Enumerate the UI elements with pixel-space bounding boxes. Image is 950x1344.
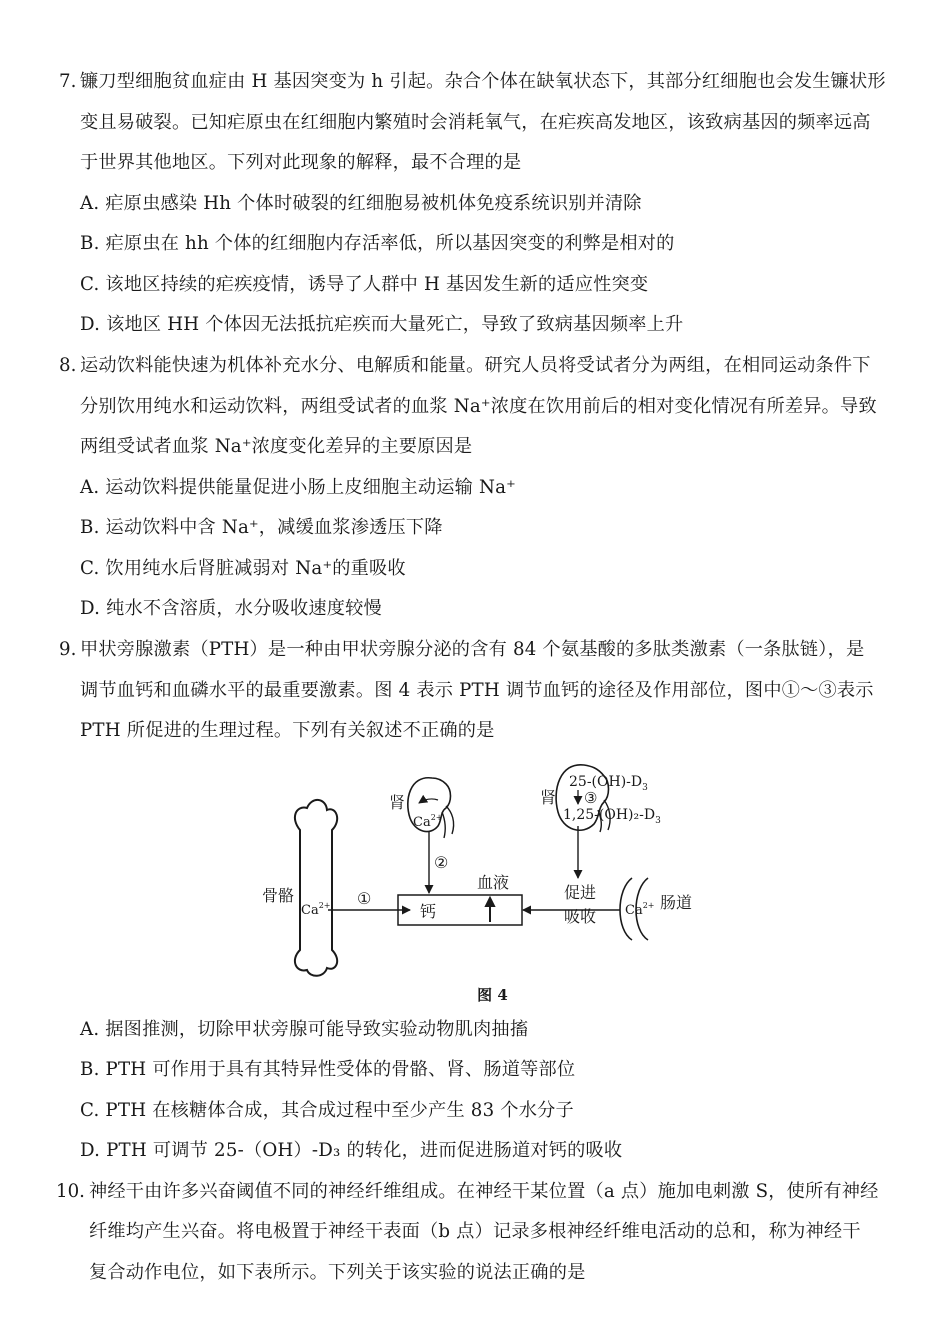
option-c: C. 饮用纯水后肾脏减弱对 Na⁺的重吸收 [80, 558, 406, 579]
vitd-top-label: $25-(OH)-D_3$ [569, 774, 648, 793]
ca-label-bone: $Ca^{2+}$ [301, 901, 331, 918]
option-a: A. 运动饮料提供能量促进小肠上皮细胞主动运输 Na⁺ [80, 477, 516, 498]
question-stem-line: 运动饮料能快速为机体补充水分、电解质和能量。研究人员将受试者分为两组，在相同运动条件下 [80, 355, 871, 376]
option-a: A. 据图推测，切除甲状旁腺可能导致实验动物肌肉抽搐 [80, 1019, 529, 1040]
absorb-label: 吸收 [564, 907, 597, 926]
step2-label: ② [434, 853, 449, 872]
vitd-bottom-label: $1,25-(OH)_2-D_3$ [563, 807, 661, 826]
option-c: C. 该地区持续的疟疾疫情，诱导了人群中 H 基因发生新的适应性突变 [80, 274, 649, 295]
question-stem-line: PTH 所促进的生理过程。下列有关叙述不正确的是 [80, 720, 495, 741]
question-stem-line: 复合动作电位，如下表所示。下列关于该实验的说法正确的是 [89, 1262, 586, 1283]
option-a: A. 疟原虫感染 Hh 个体时破裂的红细胞易被机体免疫系统识别并清除 [80, 193, 642, 214]
kidney-right-label: 肾 [540, 788, 557, 807]
question-number: 10. [56, 1181, 85, 1202]
bone-shape [295, 800, 337, 976]
figure-caption: 图 4 [477, 986, 508, 1004]
question-stem-line: 甲状旁腺激素（PTH）是一种由甲状旁腺分泌的含有 84 个氨基酸的多肽类激素（一条肽链），是 [80, 639, 865, 660]
option-b: B. 运动饮料中含 Na⁺，减缓血浆渗透压下降 [80, 517, 443, 538]
question-stem-line: 两组受试者血浆 Na⁺浓度变化差异的主要原因是 [80, 436, 473, 457]
kidney-left-label: 肾 [389, 793, 406, 812]
option-c: C. PTH 在核糖体合成，其合成过程中至少产生 83 个水分子 [80, 1100, 574, 1121]
question-stem-line: 镰刀型细胞贫血症由 H 基因突变为 h 引起。杂合个体在缺氧状态下，其部分红细胞也会发生镰状形 [80, 71, 886, 92]
option-b: B. PTH 可作用于具有其特异性受体的骨骼、肾、肠道等部位 [80, 1059, 576, 1080]
step3-label: ③ [584, 789, 598, 807]
question-number: 9. [59, 639, 77, 660]
ca-label-intestine: $Ca^{2+}$ [625, 901, 655, 918]
step1-label: ① [357, 889, 372, 908]
option-d: D. 纯水不含溶质，水分吸收速度较慢 [80, 598, 382, 619]
intestine-label: 肠道 [660, 893, 693, 912]
blood-box [398, 895, 522, 925]
question-stem-line: 纤维均产生兴奋。将电极置于神经干表面（b 点）记录多根神经纤维电活动的总和，称为神经干 [89, 1221, 861, 1242]
option-d: D. 该地区 HH 个体因无法抵抗疟疾而大量死亡，导致了致病基因频率上升 [80, 314, 684, 335]
question-stem-line: 调节血钙和血磷水平的最重要激素。图 4 表示 PTH 调节血钙的途径及作用部位，图中①～③表示 [80, 680, 874, 701]
bone-label: 骨骼 [262, 886, 295, 905]
question-stem-line: 分别饮用纯水和运动饮料，两组受试者的血浆 Na⁺浓度在饮用前后的相对变化情况有所差异。导致 [80, 396, 877, 417]
option-b: B. 疟原虫在 hh 个体的红细胞内存活率低，所以基因突变的利弊是相对的 [80, 233, 675, 254]
promote-label: 促进 [564, 883, 597, 902]
question-stem-line: 于世界其他地区。下列对此现象的解释，最不合理的是 [80, 152, 522, 173]
option-d: D. PTH 可调节 25-（OH）-D₃ 的转化，进而促进肠道对钙的吸收 [80, 1140, 623, 1161]
kidney-left-reabsorb-arrow [419, 799, 438, 803]
question-number: 7. [59, 71, 77, 92]
question-stem-line: 变且易破裂。已知疟原虫在红细胞内繁殖时会消耗氧气，在疟疾高发地区，该致病基因的频率远高 [80, 112, 871, 133]
question-number: 8. [59, 355, 77, 376]
blood-label: 血液 [477, 873, 510, 892]
ca-label-kidney: $Ca^{2+}$ [413, 813, 443, 830]
question-stem-line: 神经干由许多兴奋阈值不同的神经纤维组成。在神经干某位置（a 点）施加电刺激 S，使所有神经 [89, 1181, 879, 1202]
increase-arrow [486, 898, 494, 922]
calcium-label: 钙 [420, 902, 437, 921]
